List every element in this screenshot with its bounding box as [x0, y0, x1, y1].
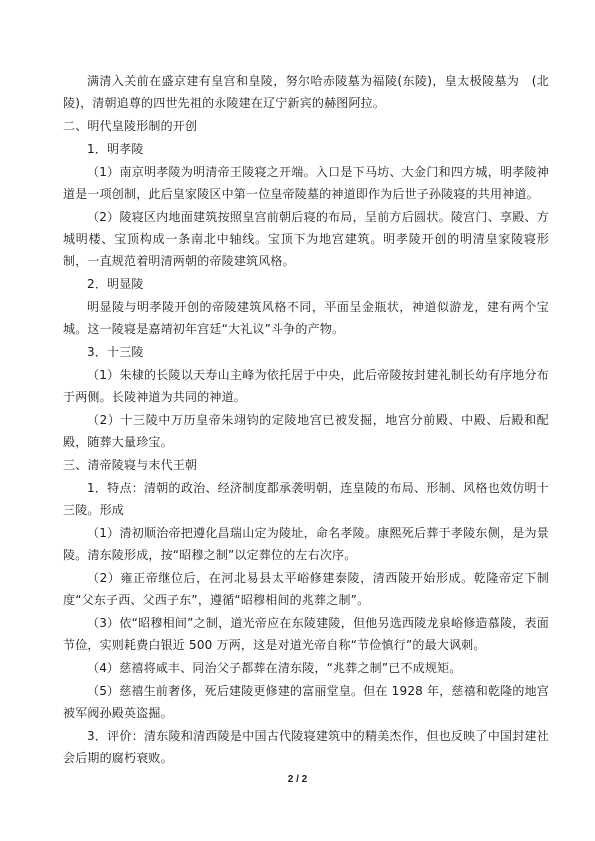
subheading-shisanling: 3．十三陵: [87, 345, 144, 359]
paragraph-shisanling-1: （1）朱棣的长陵以天寿山主峰为依托居于中央，此后帝陵按封建礼制长幼有序地分布于两侧。长陵神道为共同的神道。: [63, 368, 549, 404]
section-heading-qing: 三、清帝陵寝与末代王朝: [63, 458, 198, 472]
page-number: 2 / 2: [287, 774, 308, 785]
paragraph-qing-4: （4）慈禧将咸丰、同治父子都葬在清东陵，“兆葬之制”已不成规矩。: [87, 661, 462, 675]
paragraph-qing-features: 1．特点：清朝的政治、经济制度都承袭明朝，连皇陵的布局、形制、风格也效仿明十三陵。形成: [63, 481, 549, 517]
paragraph-qing-2: （2）雍正帝继位后，在河北易县太平峪修建泰陵，清西陵开始形成。乾隆帝定下制度“父东子西、父西子东”，遵循“昭穆相间的兆葬之制”。: [63, 571, 549, 607]
paragraph-xianling: 明显陵与明孝陵开创的帝陵建筑风格不同，平面呈金瓶状，神道似游龙，建有两个宝城。这一陵寝是嘉靖初年宫廷“大礼议”斗争的产物。: [63, 300, 549, 336]
paragraph-qing-5: （5）慈禧生前奢侈，死后建陵更修建的富丽堂皇。但在 1928 年，慈禧和乾隆的地宫被军阀孙殿英盗掘。: [63, 684, 550, 720]
paragraph-evaluation: 3．评价：清东陵和清西陵是中国古代陵寝建筑中的精美杰作，但也反映了中国封建社会后期的腐朽衰败。: [63, 729, 549, 765]
paragraph-qing-3: （3）依“昭穆相间”之制，道光帝应在东陵建陵，但他另选西陵龙泉峪修造慕陵，表面节俭，实则耗费白银近 500 万两，这是对道光帝自称“节俭慎行”的最大讽刺。: [63, 616, 549, 652]
page-content: [63, 70, 549, 770]
paragraph-shisanling-2: （2）十三陵中万历皇帝朱翊钧的定陵地宫已被发掘，地宫分前殿、中殿、后殿和配殿，随葬大量珍宝。: [63, 413, 549, 449]
paragraph-xiaoling-2: （2）陵寝区内地面建筑按照皇宫前朝后寝的布局，呈前方后圆状。陵宫门、享殿、方城明楼、宝顶构成一条南北中轴线。宝顶下为地宫建筑。明孝陵开创的明清皇家陵寝形 制，一直规范着明清两朝的帝陵建筑风格。: [63, 210, 549, 268]
subheading-xianling: 2．明显陵: [87, 277, 144, 291]
paragraph-intro: 满清入关前在盛京建有皇宫和皇陵，努尔哈赤陵墓为福陵(东陵)，皇太极陵墓为 (北陵)，清朝追尊的四世先祖的永陵建在辽宁新宾的赫图阿拉。: [63, 74, 549, 110]
paragraph-qing-1: （1）清初顺治帝把遵化昌瑞山定为陵址，命名孝陵。康熙死后葬于孝陵东侧，是为景陵。清东陵形成，按“昭穆之制”以定葬位的左右次序。: [63, 526, 549, 562]
subheading-xiaoling: 1．明孝陵: [87, 142, 144, 156]
section-heading-ming: 二、明代皇陵形制的开创: [63, 119, 198, 133]
paragraph-xiaoling-1: （1）南京明孝陵为明清帝王陵寝之开端。入口是下马坊、大金门和四方城，明孝陵神道是一项创制，此后皇家陵区中第一位皇帝陵墓的神道即作为后世子孙陵寝的共用神道。: [63, 165, 549, 201]
